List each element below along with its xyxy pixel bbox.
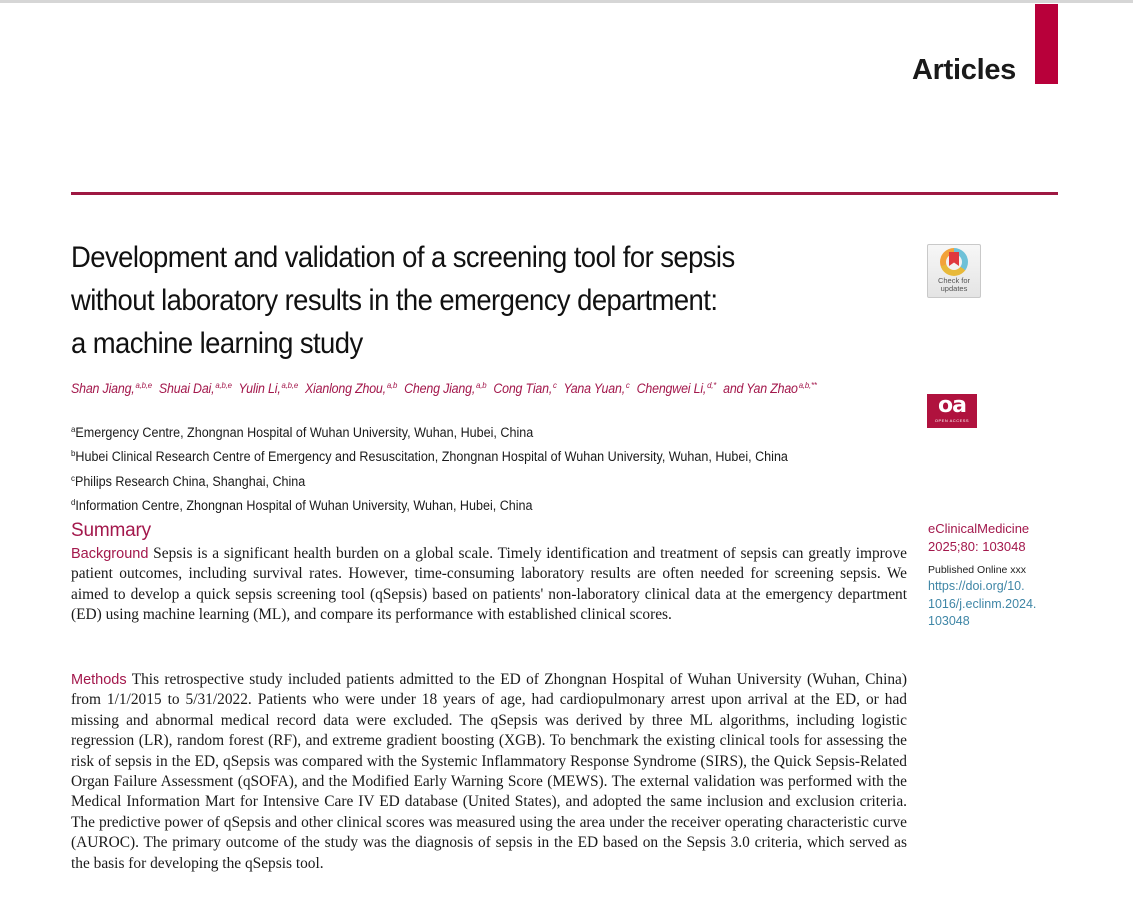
affiliation-text: Philips Research China, Shanghai, China — [74, 473, 306, 489]
article-title — [71, 236, 834, 365]
author-name[interactable]: Cong Tian, — [493, 381, 553, 396]
author-affil-mark: a,b,** — [798, 380, 817, 390]
author-name[interactable]: Chengwei Li, — [636, 381, 707, 396]
author-name[interactable]: Yulin Li, — [238, 381, 281, 396]
author-affil-mark: c — [625, 380, 630, 390]
affiliation-item — [71, 492, 788, 516]
background-label: Background — [71, 546, 149, 562]
author-name[interactable]: Shan Jiang, — [71, 381, 135, 396]
journal-name[interactable]: eClinicalMedicine — [928, 521, 1030, 536]
check-for-updates-button[interactable] — [927, 244, 981, 298]
author-affil-mark: a,b,e — [281, 380, 298, 390]
check-for-updates-line1: Check for — [937, 276, 971, 285]
doi-link[interactable] — [928, 578, 1058, 631]
affiliation-mark: c — [71, 472, 75, 483]
citation-volume: 2025;80: 103048 — [928, 539, 1026, 554]
author-list — [71, 380, 820, 396]
title-line: without laboratory results in the emergency department: — [71, 284, 718, 317]
methods-text: This retrospective study included patients admitted to the ED of Zhongnan Hospital of Wuhan University (Wuhan, China) from 1/1/2015 to 5/31/2022. Patients who were under 18 years of age, had cardiopulmonary arrest upon arrival at the ED, or had missing and abnormal medical record data were excluded. The qSepsis was derived by three ML algorithms, including logistic regression (LR), random forest (RF), and extreme gradient boosting (XGB). To benchmark the existing clinical tools for assessing the risk of sepsis in the ED, qSepsis was compared with the Systemic Inflammatory Response Syndrome (SIRS), the Quick Sepsis-Related Organ Failure Assessment (qSOFA), and the Modified Early Warning Score (MEWS). The external validation was performed with the Medical Information Mart for Intensive Care IV ED database (United States), and adopted the same inclusion and exclusion criteria. The predictive power of qSepsis and other clinical scores was measured using the area under the receiver operating characteristic curve (AUROC). The primary outcome of the study was the diagnosis of sepsis in the ED based on the Sepsis 3.0 criteria, which served as the basis for developing the qSepsis tool. — [71, 671, 907, 872]
methods-paragraph — [71, 670, 907, 874]
author-name[interactable]: Yana Yuan, — [563, 381, 625, 396]
affiliation-mark: d — [71, 496, 76, 507]
background-paragraph — [71, 544, 907, 626]
affiliation-item — [71, 419, 788, 443]
author-name[interactable]: and Yan Zhao — [723, 381, 798, 396]
published-online: Published Online xxx — [928, 564, 1027, 576]
open-access-badge — [927, 394, 977, 428]
page-top-border — [0, 0, 1133, 3]
author-affil-mark: a,b — [386, 380, 398, 390]
affiliation-item — [71, 468, 788, 492]
affiliation-text: Hubei Clinical Research Centre of Emergency and Resuscitation, Zhongnan Hospital of Wuhan University, Wuhan, Hubei, China — [75, 449, 788, 465]
author-name[interactable]: Cheng Jiang, — [404, 381, 476, 396]
check-for-updates-line2: updates — [940, 284, 968, 293]
author-affil-mark: a,b,e — [135, 380, 152, 390]
author-name[interactable]: Shuai Dai, — [158, 381, 215, 396]
methods-label: Methods — [71, 672, 127, 688]
summary-heading: Summary — [71, 520, 151, 541]
title-line: a machine learning study — [71, 327, 363, 360]
affiliation-text: Emergency Centre, Zhongnan Hospital of Wuhan University, Wuhan, Hubei, China — [75, 425, 534, 440]
open-access-label: OPEN ACCESS — [934, 418, 970, 423]
title-line: Development and validation of a screening tool for sepsis — [71, 241, 735, 274]
affiliation-item — [71, 443, 788, 467]
author-affil-mark: a,b,e — [215, 380, 232, 390]
doi-line[interactable]: https://doi.org/10. — [928, 579, 1025, 593]
affiliation-list — [71, 419, 788, 516]
bookmark-flag-icon — [949, 252, 959, 266]
author-affil-mark: d,* — [707, 380, 717, 390]
affiliation-mark: a — [71, 424, 76, 434]
affiliation-mark: b — [71, 448, 76, 459]
title-divider — [71, 192, 1058, 195]
doi-line[interactable]: 1016/j.eclinm.2024. — [928, 596, 1037, 611]
section-label: Articles — [912, 54, 1016, 86]
author-name[interactable]: Xianlong Zhou, — [304, 381, 386, 396]
open-access-logo-icon: oa — [938, 393, 966, 418]
author-affil-mark: c — [553, 380, 557, 390]
citation-sidebar — [928, 520, 1058, 631]
background-text: Sepsis is a significant health burden on a global scale. Timely identification and treatment of sepsis can greatly improve patient outcomes, including survival rates. However, time-consuming laboratory results are often needed for screening sepsis. We aimed to develop a quick sepsis screening tool (qSepsis) based on patients' non-laboratory clinical data at the emergency department (ED) using machine learning (ML), and compare its performance with established clinical scores. — [71, 545, 907, 624]
doi-line[interactable]: 103048 — [928, 614, 970, 628]
check-for-updates-label — [928, 277, 980, 293]
author-affil-mark: a,b — [476, 380, 487, 390]
section-accent-bar — [1035, 4, 1058, 84]
affiliation-text: Information Centre, Zhongnan Hospital of Wuhan University, Wuhan, Hubei, China — [75, 497, 533, 513]
check-for-updates-icon — [940, 248, 968, 276]
